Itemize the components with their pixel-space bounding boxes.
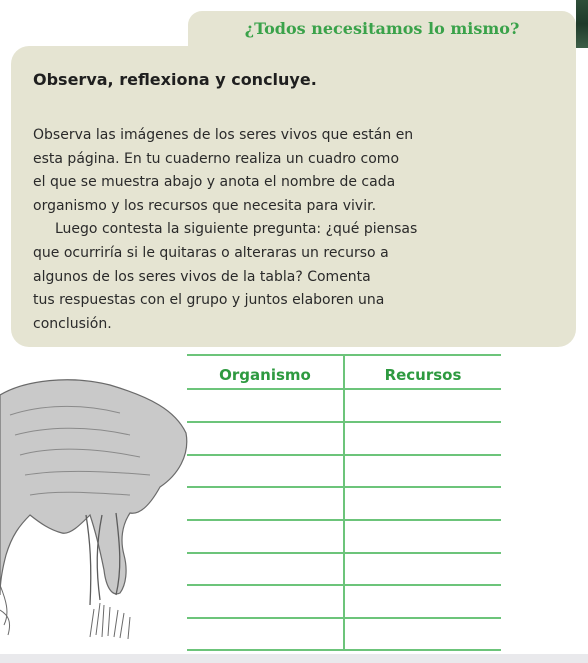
- organism-resources-table: [187, 354, 501, 651]
- table-rule: [187, 584, 501, 586]
- table-rule: [187, 486, 501, 488]
- paragraph-line: Observa las imágenes de los seres vivos que están en: [33, 127, 414, 143]
- instructions-paragraph: [33, 124, 473, 336]
- paragraph-line: tus respuestas con el grupo y juntos elaboren una: [33, 292, 385, 309]
- activity-heading: Observa, reflexiona y concluye.: [33, 70, 317, 89]
- page-bottom-strip: [0, 654, 588, 663]
- header-recursos: Recursos: [384, 366, 462, 384]
- paragraph-line: conclusión.: [33, 315, 112, 332]
- goat-illustration: [0, 355, 190, 650]
- table-rule: [187, 388, 501, 390]
- table-rule: [187, 454, 501, 456]
- paragraph-line: el que se muestra abajo y anota el nombre de cada: [33, 174, 396, 191]
- column-divider: [343, 354, 345, 651]
- table-rule: [187, 519, 501, 521]
- table-rule: [187, 649, 501, 651]
- table-rule: [187, 552, 501, 554]
- table-rule: [187, 354, 501, 356]
- header-organismo: Organismo: [219, 366, 311, 384]
- paragraph-line: organismo y los recursos que necesita para vivir.: [33, 197, 377, 214]
- page-title: ¿Todos necesitamos lo mismo?: [244, 19, 520, 38]
- paragraph-line: que ocurriría si le quitaras o alteraras un recurso a: [33, 244, 389, 261]
- corner-photo: [576, 0, 588, 48]
- table-rule: [187, 421, 501, 423]
- paragraph-line: Luego contesta la siguiente pregunta: ¿qué piensas: [55, 221, 418, 238]
- activity-panel: [11, 46, 576, 347]
- title-tab: [188, 11, 576, 49]
- paragraph-line: algunos de los seres vivos de la tabla? Comenta: [33, 268, 371, 285]
- table-rule: [187, 617, 501, 619]
- paragraph-line: esta página. En tu cuaderno realiza un cuadro como: [33, 150, 400, 167]
